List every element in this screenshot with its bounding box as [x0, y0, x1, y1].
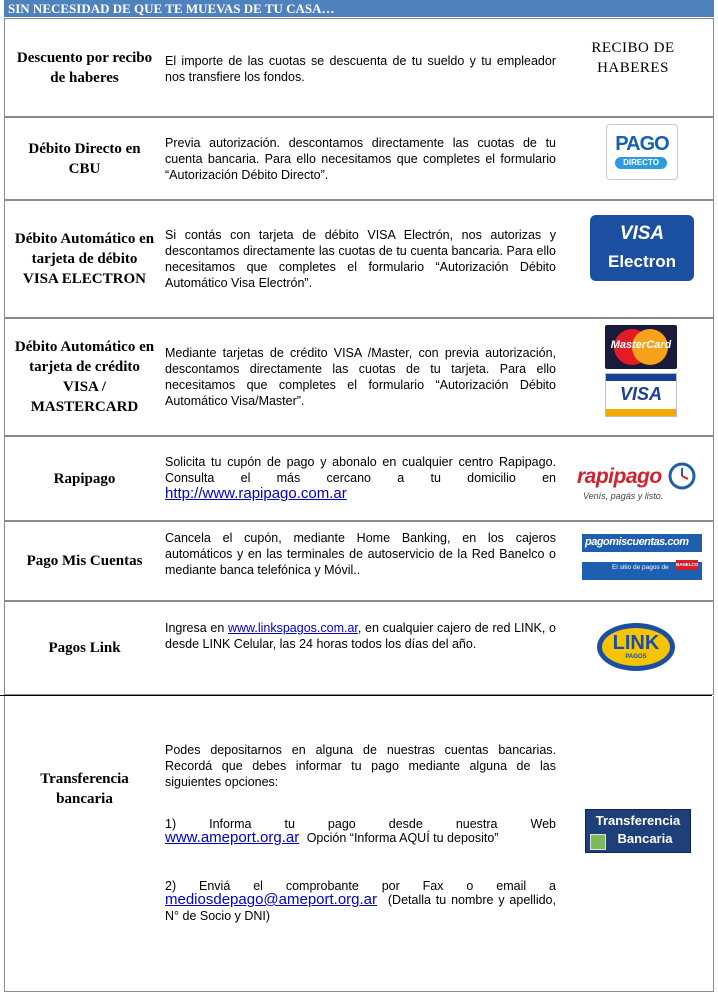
transfer-option-2-post: (Detalla tu nombre y apellido, N° de Socio y DNI)	[165, 893, 556, 923]
payment-row-pagomiscuentas	[4, 521, 714, 601]
payment-row-link	[4, 601, 714, 695]
row-label: Pago Mis Cuentas	[26, 553, 143, 569]
rapipago-logo-text: rapipago	[577, 465, 662, 488]
rapipago-link[interactable]: http://www.rapipago.com.ar	[165, 485, 347, 502]
pago-directo-logo-top: PAGO	[615, 133, 669, 155]
transfer-option-2: 2) Enviá el comprobante por Fax o email a	[165, 879, 556, 893]
visa-logo	[605, 373, 677, 417]
transfer-intro: Podes depositarnos en alguna de nuestras cuentas bancarias. Recordá que debes informar tu pago mediante alguna de las siguientes opciones:	[165, 743, 556, 789]
row-description: El importe de las cuotas se descuenta de tu sueldo y tu empleador nos transfiere los fondos.	[165, 54, 556, 84]
recibo-side-label: RECIBO DE HABERES	[591, 40, 675, 76]
pagomiscuentas-logo-text: pagomiscuentas.com	[585, 536, 689, 548]
row-label: Descuento por recibo de haberes	[16, 49, 153, 86]
pago-directo-logo	[606, 124, 678, 180]
payment-row-rapipago	[4, 436, 714, 521]
pago-directo-logo-bottom: DIRECTO	[615, 157, 667, 169]
mastercard-logo	[605, 325, 677, 369]
row-label: Rapipago	[53, 470, 116, 487]
payment-row-transferencia	[4, 696, 714, 992]
link-logo-sub: PAGOS	[625, 654, 647, 660]
link-logo-text: LINK	[612, 632, 660, 654]
visa-electron-logo	[590, 215, 694, 281]
link-logo	[597, 623, 675, 671]
linkpagos-link[interactable]: www.linkspagos.com.ar	[227, 621, 358, 635]
clock-icon	[667, 461, 697, 491]
row-description	[165, 454, 556, 502]
email-link[interactable]: mediosdepago@ameport.org.ar	[165, 891, 378, 908]
rapipago-logo-tag: Venís, pagás y listo.	[583, 491, 664, 501]
pagomiscuentas-logo	[582, 534, 702, 580]
rapipago-text: Solicita tu cupón de pago y abonalo en cualquier centro Rapipago. Consulta el más cercano a tu domicilio en	[165, 455, 556, 485]
transferencia-bancaria-logo	[585, 809, 691, 853]
row-description: Previa autorización. descontamos directamente las cuotas de tu cuenta bancaria. Para ello necesitamos que completes el formulario “Autorización Débito Directo”.	[165, 136, 556, 182]
mastercard-logo-text: MasterCard	[610, 339, 672, 351]
visa-electron-logo-top: VISA	[619, 223, 665, 244]
transfer-logo-line2: Bancaria	[617, 831, 673, 846]
link-text-pre: Ingresa en	[165, 621, 225, 635]
transfer-logo-line1: Transferencia	[595, 813, 681, 828]
transfer-option-1-post: Opción “Informa AQUÍ tu deposito”	[306, 831, 499, 845]
row-label: Pagos Link	[48, 640, 121, 656]
row-description	[165, 742, 556, 924]
section-banner: SIN NECESIDAD DE QUE TE MUEVAS DE TU CASA…	[4, 0, 714, 17]
transfer-option-1: 1) Informa tu pago desde nuestra Web	[165, 817, 556, 831]
payment-row-visa-master	[4, 318, 714, 436]
row-description: Cancela el cupón, mediante Home Banking, en los cajeros automáticos y en las terminales de autoservicio de la Red Banelco o mediante banca telefónica y Móvil..	[165, 531, 556, 577]
banelco-badge: BANELCO	[676, 560, 698, 570]
bank-note-icon	[590, 834, 606, 850]
row-label: Débito Automático en tarjeta de débito VISA ELECTRON	[14, 231, 155, 287]
row-label: Débito Automático en tarjeta de crédito VISA / MASTERCARD	[14, 339, 155, 415]
visa-electron-logo-bottom: Electron	[607, 252, 677, 271]
row-label: Débito Directo en CBU	[28, 140, 141, 177]
row-description: Si contás con tarjeta de débito VISA Electrón, nos autorizas y descontamos directamente las cuotas de tu cuenta bancaria. Para ello necesitamos que completes el formulario “Autorización Débito Automático Visa Electrón”.	[165, 228, 556, 290]
rapipago-logo	[577, 461, 699, 505]
payment-row-cbu	[4, 117, 714, 200]
pagomiscuentas-logo-sub: El sitio de pagos de	[612, 564, 669, 571]
ameport-link[interactable]: www.ameport.org.ar	[165, 829, 300, 846]
row-description: Mediante tarjetas de crédito VISA /Master, con previa autorización, descontamos directamente las cuotas de tu tarjeta. Para ello necesitamos que completes el formulario “Autorización Débito Automático Visa/Master”.	[165, 346, 556, 408]
link-text-post: , en cualquier cajero de red LINK, o desde LINK Celular, las 24 horas todos los días del año.	[165, 621, 556, 651]
row-label: Transferencia bancaria	[40, 770, 129, 807]
payment-row-visa-electron	[4, 200, 714, 318]
visa-logo-text: VISA	[619, 384, 662, 404]
row-description	[165, 620, 556, 652]
